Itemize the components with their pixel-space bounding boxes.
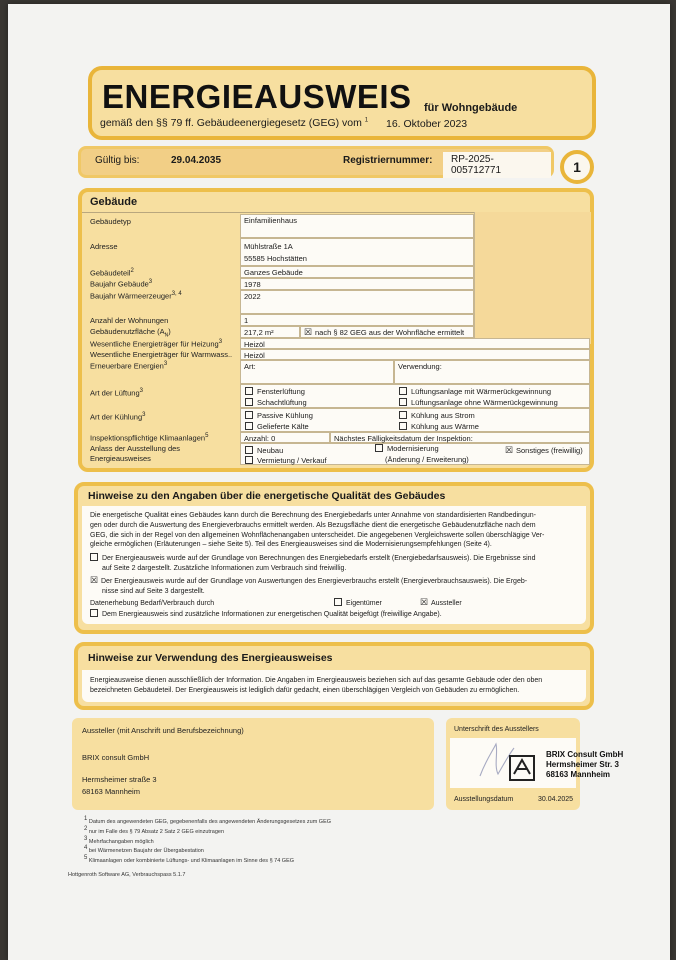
vent-label: Art der Lüftung$^3$ — [90, 388, 143, 398]
reason-opt2[interactable]: Vermietung / Verkauf — [245, 456, 327, 465]
issuer-name: BRIX consult GmbH — [82, 753, 150, 762]
renew-art: Art: — [240, 360, 394, 384]
reason-options — [240, 443, 590, 465]
area-note: ☒ nach § 82 GEG aus der Wohnfläche ermittelt — [300, 326, 474, 338]
address-value — [240, 238, 474, 266]
reason-label: Anlass der Ausstellung des Energieausweises — [90, 444, 181, 463]
units-label: Anzahl der Wohnungen — [90, 316, 169, 325]
cool-label: Art der Kühlung$^3$ — [90, 412, 146, 422]
heater-label: Baujahr Wärmeerzeuger$^{3, 4}$ — [90, 291, 182, 301]
year-value: 1978 — [240, 278, 474, 290]
issuer-box — [72, 718, 434, 810]
usage-section-title: Hinweise zur Verwendung des Energieausweises — [88, 652, 333, 664]
ac-label: Inspektionspflichtige Klimaanlagen$^5$ — [90, 433, 209, 443]
building-section — [78, 188, 594, 472]
quality-paragraph: Die energetische Qualität eines Gebäudes kann durch die Berechnung des Energiebedarfs unter Annahme von standardisierten Randbedingun- gen oder durch die Auswertung des Energieverbrauchs ermittelt werden. Als Bezugsfläche dient die energetische Gebäudenutzfläche nach dem GEG, die sich in der Regel von den allgemeinen Wohnflächenangaben unterscheidet. Die angegebenen Vergleichswerte sollen überschlägige Ver- gleiche ermöglichen (Erläuterungen – siehe Seite 5). Teil des Energieausweises sind die Modernisierungsempfehlungen (Seite 4). — [90, 512, 545, 549]
reg-label: Registriernummer: — [343, 155, 433, 166]
registration-strip — [78, 146, 554, 178]
address-line2: 55585 Hochstätten — [244, 254, 307, 263]
vent-opt3[interactable]: Lüftungsanlage mit Wärmerückgewinnung — [399, 387, 551, 396]
signature-label: Unterschrift des Ausstellers — [454, 726, 539, 733]
issuer-city: 68163 Mannheim — [82, 787, 140, 796]
law-sup: 1 — [364, 117, 369, 124]
checked-box-icon: ☒ — [505, 445, 514, 456]
reason-opt3[interactable]: Modernisierung — [375, 444, 439, 453]
cool-opt3[interactable]: Kühlung aus Strom — [399, 411, 475, 420]
vent-opt4[interactable]: Lüftungsanlage ohne Wärmerückgewinnung — [399, 398, 558, 407]
type-value: Einfamilienhaus — [240, 214, 474, 238]
page-number-badge: 1 — [560, 150, 594, 184]
stamp-text: BRIX Consult GmbH Hermsheimer Str. 3 68163 Mannheim — [546, 750, 624, 779]
date-label: Ausstellungsdatum — [454, 796, 514, 803]
quality-body — [82, 506, 586, 624]
software-credit: Hottgenroth Software AG, Verbrauchspass 5.1.7 — [68, 872, 186, 878]
quality-opt2[interactable]: ☒ Der Energieausweis wurde auf der Grundlage von Auswertungen des Energieverbrauchs erstellt (Energieverbrauchsausweis). Die Ergeb- nisse sind auf Seite 3 dargestellt. — [90, 575, 528, 595]
heater-value: 2022 — [240, 290, 474, 314]
vent-opt2[interactable]: Schachtlüftung — [245, 398, 307, 407]
law-prefix: gemäß den §§ 79 ff. Gebäudeenergiegesetz (GEG) vom — [100, 117, 362, 129]
reason-opt1[interactable]: Neubau — [245, 446, 283, 455]
quality-opt1[interactable]: Der Energieausweis wurde auf der Grundlage von Berechnungen des Energiebedarfs erstellt (Energiebedarfsausweis). Die Ergebnisse sind auf Seite 2 dargestellt. Zusätzliche Informationen zum Verbrauch sind freiwillig. — [90, 554, 578, 574]
footnotes: 1 Datum des angewendeten GEG, gegebenenfalls des angewendeten Änderungsgesetzes zum GEG 2 nur im Falle des § 79 Absatz 2 Satz 2 GEG einzutragen 3 Mehrfachangaben möglich 4 bei Wärmenetzen Baujahr der Übergabestation 5 Klimaanlagen oder kombinierte Lüftungs- und Klimaanlagen im Sinne des § 74 GEG — [84, 816, 332, 865]
type-label: Gebäudetyp — [90, 217, 131, 226]
law-reference — [100, 117, 368, 129]
cool-opt4[interactable]: Kühlung aus Wärme — [399, 422, 479, 431]
usage-section — [74, 642, 594, 710]
quality-section — [74, 482, 594, 634]
checked-box-icon: ☒ — [420, 597, 429, 608]
certificate-sheet — [8, 4, 670, 960]
checked-box-icon: ☒ — [90, 575, 99, 586]
carrier-heat-label: Wesentliche Energieträger für Heizung$^3$ — [90, 339, 223, 349]
reason-opt3b: (Änderung / Erweiterung) — [385, 455, 469, 464]
vent-options — [240, 384, 590, 408]
company-stamp — [508, 748, 658, 788]
year-label: Baujahr Gebäude$^3$ — [90, 279, 153, 289]
vent-opt1[interactable]: Fensterlüftung — [245, 387, 305, 396]
part-value: Ganzes Gebäude — [240, 266, 474, 278]
header-box — [88, 66, 596, 140]
carrier-water-label: Wesentliche Energieträger für Warmwass.. — [90, 350, 233, 359]
survey-opt1[interactable]: Eigentümer — [334, 599, 382, 609]
units-value: 1 — [240, 314, 474, 326]
carrier-water-value: Heizöl — [240, 349, 590, 360]
document-title: ENERGIEAUSWEIS — [102, 78, 412, 115]
area-value: 217,2 m² — [240, 326, 300, 338]
checked-box-icon: ☒ — [304, 327, 313, 338]
address-line1: Mühlstraße 1A — [244, 242, 293, 251]
building-type: für Wohngebäude — [424, 102, 518, 114]
cool-opt1[interactable]: Passive Kühlung — [245, 411, 313, 420]
ac-next: Nächstes Fälligkeitsdatum der Inspektion: — [330, 432, 590, 443]
reason-opt4[interactable]: ☒ Sonstiges (freiwillig) — [505, 445, 583, 456]
usage-text: Energieausweise dienen ausschließlich der Information. Die Angaben im Energieausweis beziehen sich auf das gesamte Gebäude oder den oben bezeichneten Gebäudeteil. Der Energieausweis ist lediglich dafür gedacht, einen überschlägigen Vergleich von Gebäuden zu ermöglichen. — [90, 677, 543, 694]
ac-count: Anzahl: 0 — [240, 432, 330, 443]
part-label: Gebäudeteil$^2$ — [90, 268, 134, 278]
carrier-heat-value: Heizöl — [240, 338, 590, 349]
survey-row: Datenerhebung Bedarf/Verbrauch durch Eigentümer ☒ Aussteller — [90, 597, 462, 608]
area-label: Gebäudenutzfläche $(A_N)$ — [90, 327, 171, 339]
survey-opt2[interactable]: ☒ Aussteller — [420, 597, 462, 608]
issuer-label: Aussteller (mit Anschrift und Berufsbezeichnung) — [82, 726, 244, 735]
valid-value: 29.04.2035 — [171, 155, 222, 166]
quality-section-title: Hinweise zu den Angaben über die energetische Qualität des Gebäudes — [88, 490, 446, 502]
reg-value: RP-2025-005712771 — [443, 152, 551, 178]
building-section-title: Gebäude — [90, 196, 138, 208]
renew-label: Erneuerbare Energien$^3$ — [90, 361, 168, 371]
address-label: Adresse — [90, 242, 118, 251]
cool-opt2[interactable]: Gelieferte Kälte — [245, 422, 309, 431]
date-value: 30.04.2025 — [538, 796, 574, 803]
photo-area — [474, 212, 591, 344]
issuer-street: Hermsheimer straße 3 — [82, 775, 157, 784]
company-logo-icon — [508, 754, 536, 782]
renew-use: Verwendung: — [394, 360, 590, 384]
cool-options — [240, 408, 590, 432]
usage-body — [82, 670, 586, 702]
valid-label: Gültig bis: — [95, 155, 140, 166]
quality-extra[interactable]: Dem Energieausweis sind zusätzliche Informationen zur energetischen Qualität beigefügt (freiwillige Angabe). — [90, 610, 578, 620]
law-date: 16. Oktober 2023 — [386, 118, 468, 130]
